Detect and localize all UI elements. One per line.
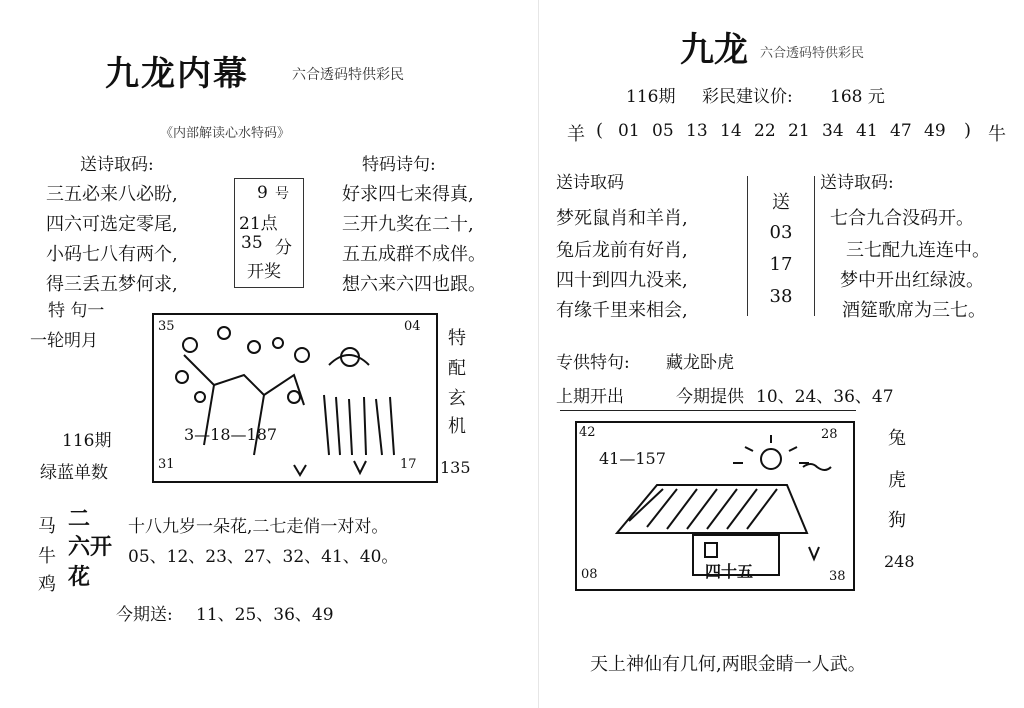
poem1-line: 小码七八有两个, bbox=[46, 244, 178, 265]
today-label: 今期送: bbox=[116, 605, 173, 625]
left-page-title: 九龙内幕 bbox=[105, 54, 249, 94]
big-char: 二 bbox=[68, 506, 91, 532]
numbers-row-number: 41 bbox=[856, 121, 878, 141]
draw-label: 开奖 bbox=[247, 262, 281, 282]
numbers-row-number: 14 bbox=[720, 121, 742, 141]
right-poem2-line: 酒筵歌席为三七。 bbox=[842, 300, 986, 321]
right-poem1-line: 兔后龙前有好肖, bbox=[556, 240, 688, 261]
zodiac-ox: 牛 bbox=[38, 546, 56, 567]
numbers-row-left-zodiac: 羊 bbox=[567, 124, 585, 145]
side-number: 135 bbox=[440, 458, 471, 477]
right-side-number: 248 bbox=[884, 552, 915, 571]
numbers-row-number: 34 bbox=[822, 121, 844, 141]
price-label: 彩民建议价: bbox=[702, 87, 793, 107]
side-char: 特 bbox=[448, 328, 466, 349]
zodiac-rooster: 鸡 bbox=[38, 574, 56, 595]
box-scribble: 3—18—187 bbox=[184, 425, 278, 444]
numbers-row-number: 21 bbox=[788, 121, 810, 141]
right-footer: 天上神仙有几何,两眼金睛一人武。 bbox=[590, 654, 866, 675]
poem2-line: 三开九奖在二十, bbox=[342, 214, 474, 235]
draw-day: 9 bbox=[257, 183, 268, 203]
right-poem1-line: 四十到四九没来, bbox=[556, 270, 688, 291]
poem2-line: 五五成群不成伴。 bbox=[342, 244, 486, 265]
right-page-subtitle: 六合透码特供彩民 bbox=[760, 46, 865, 61]
big-char: 六开 bbox=[68, 534, 113, 560]
today-numbers: 11、25、36、49 bbox=[196, 605, 334, 625]
last-draw-label: 上期开出 bbox=[556, 387, 624, 407]
special-phrase-label: 特 句一 bbox=[48, 301, 105, 321]
poem1-line: 三五必来八必盼, bbox=[46, 184, 178, 205]
numbers-row-right-zodiac: 牛 bbox=[988, 124, 1006, 145]
draw-time-box bbox=[234, 178, 304, 288]
this-draw-numbers: 10、24、36、47 bbox=[756, 387, 894, 407]
numbers-row-number: 22 bbox=[754, 121, 776, 141]
right-poem2-line: 三七配九连连中。 bbox=[846, 240, 990, 261]
box-number-bottom-left: 08 bbox=[581, 567, 598, 582]
left-illustration-box bbox=[152, 313, 438, 483]
flower-sketch bbox=[154, 315, 436, 481]
box-number-top-left: 42 bbox=[579, 425, 596, 440]
right-page-title: 九龙 bbox=[680, 30, 748, 70]
draw-day-unit: 号 bbox=[275, 186, 289, 202]
color-hint: 绿蓝单数 bbox=[40, 463, 108, 483]
numbers-row-number: 01 bbox=[618, 121, 640, 141]
box-number-bottom-right: 17 bbox=[400, 457, 417, 472]
right-poem2-heading: 送诗取码: bbox=[820, 173, 894, 193]
numbers-row-number: 05 bbox=[652, 121, 674, 141]
numbers-row-open: ( bbox=[596, 120, 604, 141]
send-number: 03 bbox=[769, 222, 793, 243]
box-number-top-right: 04 bbox=[404, 319, 421, 334]
poem1-line: 得三丢五梦何求, bbox=[46, 274, 178, 295]
numbers-row-number: 47 bbox=[890, 121, 912, 141]
left-issue: 116期 bbox=[62, 431, 112, 451]
send-label: 送 bbox=[772, 192, 790, 213]
right-poem2-line: 梦中开出红绿波。 bbox=[840, 270, 984, 291]
right-poem1-line: 有缘千里来相会, bbox=[556, 300, 688, 321]
right-illustration-box bbox=[575, 421, 855, 591]
page-divider bbox=[538, 0, 539, 708]
box-number-bottom-left: 31 bbox=[158, 457, 175, 472]
zodiac-horse: 马 bbox=[38, 516, 56, 537]
box-number-top-left: 35 bbox=[158, 319, 175, 334]
draw-hour: 21点 bbox=[239, 214, 278, 234]
right-poem2-line: 七合九合没码开。 bbox=[830, 208, 974, 229]
right-issue: 116期 bbox=[626, 87, 676, 107]
left-numbers-line: 05、12、23、27、32、41、40。 bbox=[128, 547, 399, 567]
numbers-row-close: ) bbox=[964, 120, 972, 141]
poem2-line: 想六来六四也跟。 bbox=[342, 274, 486, 295]
draw-minute: 35 bbox=[241, 233, 263, 253]
numbers-row-number: 49 bbox=[924, 121, 946, 141]
poem2-line: 好求四七来得真, bbox=[342, 184, 474, 205]
side-char: 玄 bbox=[448, 388, 466, 409]
left-page-subtitle: 六合透码特供彩民 bbox=[292, 67, 404, 83]
special-phrase: 一轮明月 bbox=[30, 331, 98, 351]
poem2-heading: 特码诗句: bbox=[362, 155, 436, 175]
send-number: 17 bbox=[769, 254, 793, 275]
left-verse: 十八九岁一朵花,二七走俏一对对。 bbox=[128, 517, 389, 537]
poem1-heading: 送诗取码: bbox=[80, 155, 154, 175]
house-text: 四十五 bbox=[705, 562, 754, 581]
right-special-phrase: 藏龙卧虎 bbox=[666, 353, 734, 373]
right-poem1-heading: 送诗取码 bbox=[556, 173, 624, 193]
side-char: 配 bbox=[448, 358, 466, 379]
right-special-label: 专供特句: bbox=[556, 353, 630, 373]
box-number-bottom-right: 38 bbox=[829, 569, 846, 584]
box-number-top-right: 28 bbox=[821, 427, 838, 442]
right-poem1-line: 梦死鼠肖和羊肖, bbox=[556, 208, 688, 229]
send-numbers-box bbox=[747, 176, 815, 316]
box-scribble: 41—157 bbox=[599, 449, 666, 468]
numbers-row-number: 13 bbox=[686, 121, 708, 141]
poem1-line: 四六可选定零尾, bbox=[46, 214, 178, 235]
side-zodiac: 兔 bbox=[888, 428, 906, 449]
side-char: 机 bbox=[448, 416, 466, 437]
left-intro: 《内部解读心水特码》 bbox=[160, 126, 291, 141]
send-number: 38 bbox=[769, 286, 793, 307]
this-draw-label: 今期提供 bbox=[676, 387, 744, 407]
draw-minute-unit: 分 bbox=[275, 238, 292, 258]
price-value: 168 元 bbox=[830, 87, 885, 107]
big-char: 花 bbox=[68, 564, 91, 590]
side-zodiac: 虎 bbox=[888, 470, 906, 491]
side-zodiac: 狗 bbox=[888, 510, 906, 531]
divider-line bbox=[560, 410, 856, 411]
